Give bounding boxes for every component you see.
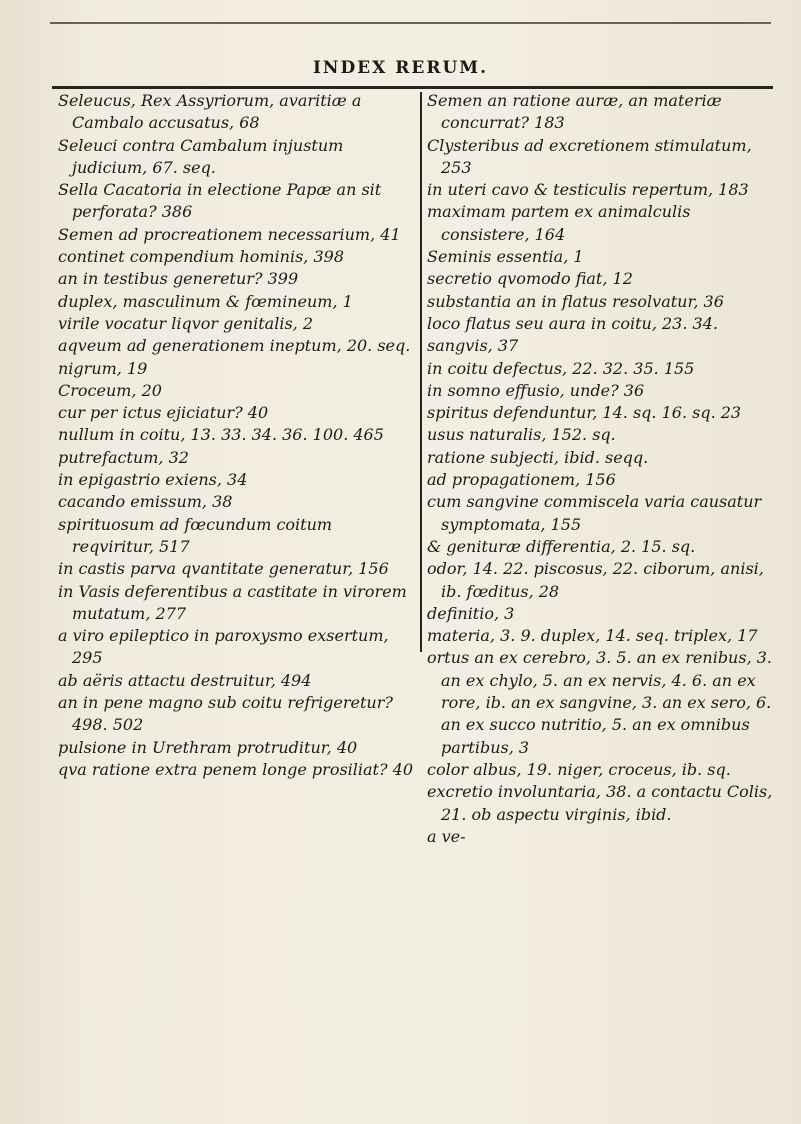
index-entry: ortus an ex cerebro, 3. 5. an ex renibus, 3. an ex chylo, 5. an ex nervis, 4. 6. an ex rore, ib. an ex sangvine, 3. an ex sero, 6. an ex succo nutritio, 5. an ex omnibus partibus, 3 — [427, 648, 773, 757]
index-entry: a ve- — [427, 826, 466, 846]
index-entry: continet compendium hominis, 398 — [58, 247, 345, 267]
index-entry: Semen an ratione auræ, an materiæ concurrat? 183 — [427, 91, 722, 133]
header-rule — [52, 86, 773, 89]
index-entry: in coitu defectus, 22. 32. 35. 155 — [427, 358, 695, 378]
index-entry: putrefactum, 32 — [58, 447, 189, 467]
index-entry: loco flatus seu aura in coitu, 23. 34. — [427, 313, 718, 333]
index-entry: in epigastrio exiens, 34 — [58, 470, 248, 490]
index-entry: in Vasis deferentibus a castitate in virorem mutatum, 277 — [58, 581, 407, 623]
index-entry: ratione subjecti, ibid. seqq. — [427, 447, 649, 467]
index-entry: secretio qvomodo fiat, 12 — [427, 269, 633, 289]
index-entry: Semen ad procreationem necessarium, 41 — [58, 224, 401, 244]
index-entry: Clysteribus ad excretionem stimulatum, 253 — [427, 135, 752, 177]
index-entry: substantia an in flatus resolvatur, 36 — [427, 291, 724, 311]
index-entry: nullum in coitu, 13. 33. 34. 36. 100. 465 — [58, 425, 384, 445]
index-entry: in somno effusio, unde? 36 — [427, 380, 645, 400]
index-entry: virile vocatur liqvor genitalis, 2 — [58, 313, 314, 333]
index-entry: in uteri cavo & testiculis repertum, 183 — [427, 180, 749, 200]
index-entry: & genituræ differentia, 2. 15. sq. — [427, 536, 696, 556]
index-entry: sangvis, 37 — [427, 336, 519, 356]
left-column — [58, 90, 414, 781]
index-entry: ad propagationem, 156 — [427, 470, 616, 490]
column-divider — [420, 92, 422, 652]
index-entry: Croceum, 20 — [58, 380, 162, 400]
right-column — [427, 90, 773, 848]
index-entry: usus naturalis, 152. sq. — [427, 425, 616, 445]
index-entry: cur per ictus ejiciatur? 40 — [58, 403, 269, 423]
index-entry: materia, 3. 9. duplex, 14. seq. triplex, 17 — [427, 626, 758, 646]
index-entry: a viro epileptico in paroxysmo exsertum, 295 — [58, 626, 389, 668]
index-entry: Seleuci contra Cambalum injustum judicium, 67. seq. — [58, 135, 344, 177]
index-entry: pulsione in Urethram protruditur, 40 — [58, 737, 358, 757]
top-rule — [50, 22, 771, 24]
index-entry: color albus, 19. niger, croceus, ib. sq. — [427, 759, 731, 779]
index-entry: Seminis essentia, 1 — [427, 247, 584, 267]
index-entry: maximam partem ex animalculis consistere, 164 — [427, 202, 691, 244]
index-entry: in castis parva qvantitate generatur, 156 — [58, 559, 389, 579]
index-entry: Sella Cacatoria in electione Papæ an sit perforata? 386 — [58, 180, 382, 222]
index-entry: qva ratione extra penem longe prosiliat? 40 — [58, 759, 413, 779]
index-entry: odor, 14. 22. piscosus, 22. ciborum, anisi, ib. fœditus, 28 — [427, 559, 764, 601]
index-entry: Seleucus, Rex Assyriorum, avaritiæ a Cambalo accusatus, 68 — [58, 91, 362, 133]
index-entry: spiritus defenduntur, 14. sq. 16. sq. 23 — [427, 403, 742, 423]
index-entry: ab aëris attactu destruitur, 494 — [58, 670, 312, 690]
index-entry: cacando emissum, 38 — [58, 492, 233, 512]
index-entry: duplex, masculinum & fœmineum, 1 — [58, 291, 353, 311]
index-entry: definitio, 3 — [427, 603, 515, 623]
page-header: INDEX RERUM. — [312, 58, 489, 78]
index-entry: aqveum ad generationem ineptum, 20. seq. — [58, 336, 411, 356]
index-entry: an in testibus generetur? 399 — [58, 269, 299, 289]
index-entry: nigrum, 19 — [58, 358, 148, 378]
index-entry: cum sangvine commiscela varia causatur symptomata, 155 — [427, 492, 762, 534]
index-entry: excretio involuntaria, 38. a contactu Colis, 21. ob aspectu virginis, ibid. — [427, 782, 773, 824]
index-entry: spirituosum ad fœcundum coitum reqviritur, 517 — [58, 514, 333, 556]
index-entry: an in pene magno sub coitu refrigeretur? 498. 502 — [58, 693, 393, 735]
